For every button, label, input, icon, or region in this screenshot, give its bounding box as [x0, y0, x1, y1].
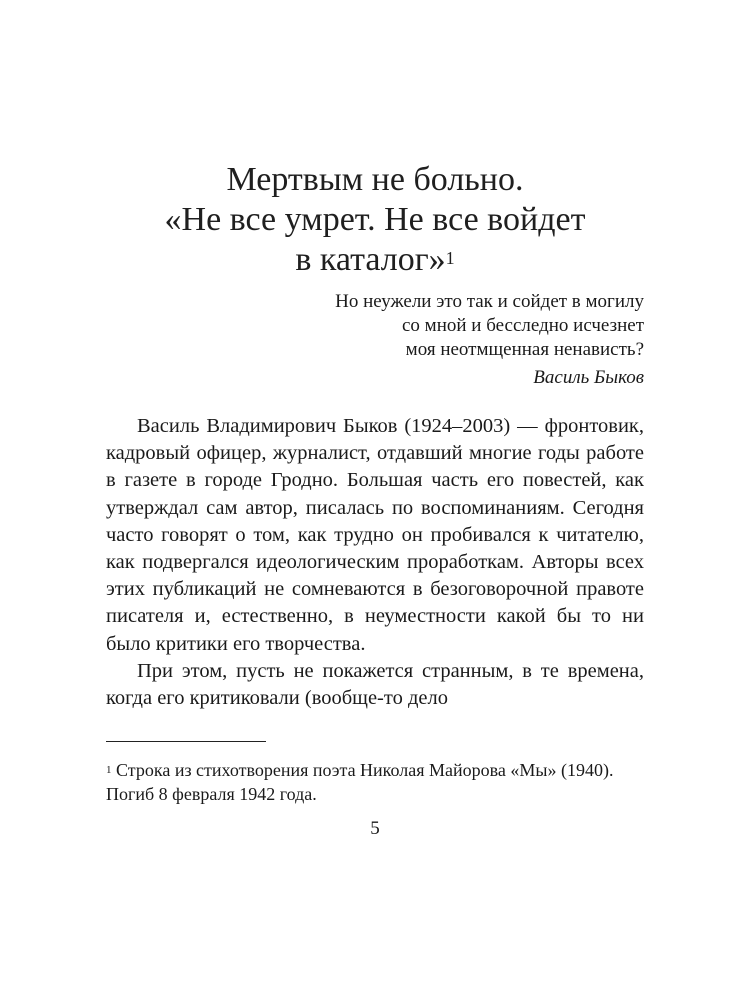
chapter-title-line-3: [120, 240, 630, 280]
footnote-reference: 1: [445, 248, 455, 268]
paragraph-1: Василь Владимирович Быков (1924–2003) — фронтовик, кадровый офицер, журналист, отдавший многие годы работе в газете в городе Гродно. Большая часть его повестей, как утверждал сам автор, писалась по воспоминаниям. Сегодня часто говорят о том, как трудно он пробивался к читателю, как подвергался идеологическим проработкам. Авторы всех этих публикаций не сомневаются в безоговорочной правоте писателя и, естественно, в неуместности какой бы то ни было критики его творчества.: [106, 415, 644, 655]
chapter-title-line-3-text: в каталог»: [295, 241, 446, 278]
footnote: [106, 758, 646, 806]
body-text: [106, 413, 644, 712]
footnote-text: Строка из стихотворения поэта Николая Майорова «Мы» (1940). Погиб 8 февраля 1942 года.: [106, 760, 614, 804]
epigraph: [250, 290, 644, 390]
footnote-divider: [106, 741, 266, 742]
chapter-title-line-1: Мертвым не больно.: [226, 161, 524, 198]
chapter-title: [120, 160, 630, 280]
epigraph-author: Василь Быков: [533, 367, 644, 388]
epigraph-line-1: Но неужели это так и сойдет в могилу: [335, 291, 644, 312]
epigraph-line-3: моя неотмщенная ненависть?: [405, 339, 644, 360]
paragraph-2: При этом, пусть не покажется странным, в те времена, когда его критиковали (вообще-то дело: [106, 659, 644, 710]
footnote-number: 1: [106, 764, 112, 776]
page-number: 5: [370, 818, 380, 839]
chapter-title-line-2: «Не все умрет. Не все войдет: [164, 201, 586, 238]
epigraph-line-2: со мной и бесследно исчезнет: [402, 315, 644, 336]
